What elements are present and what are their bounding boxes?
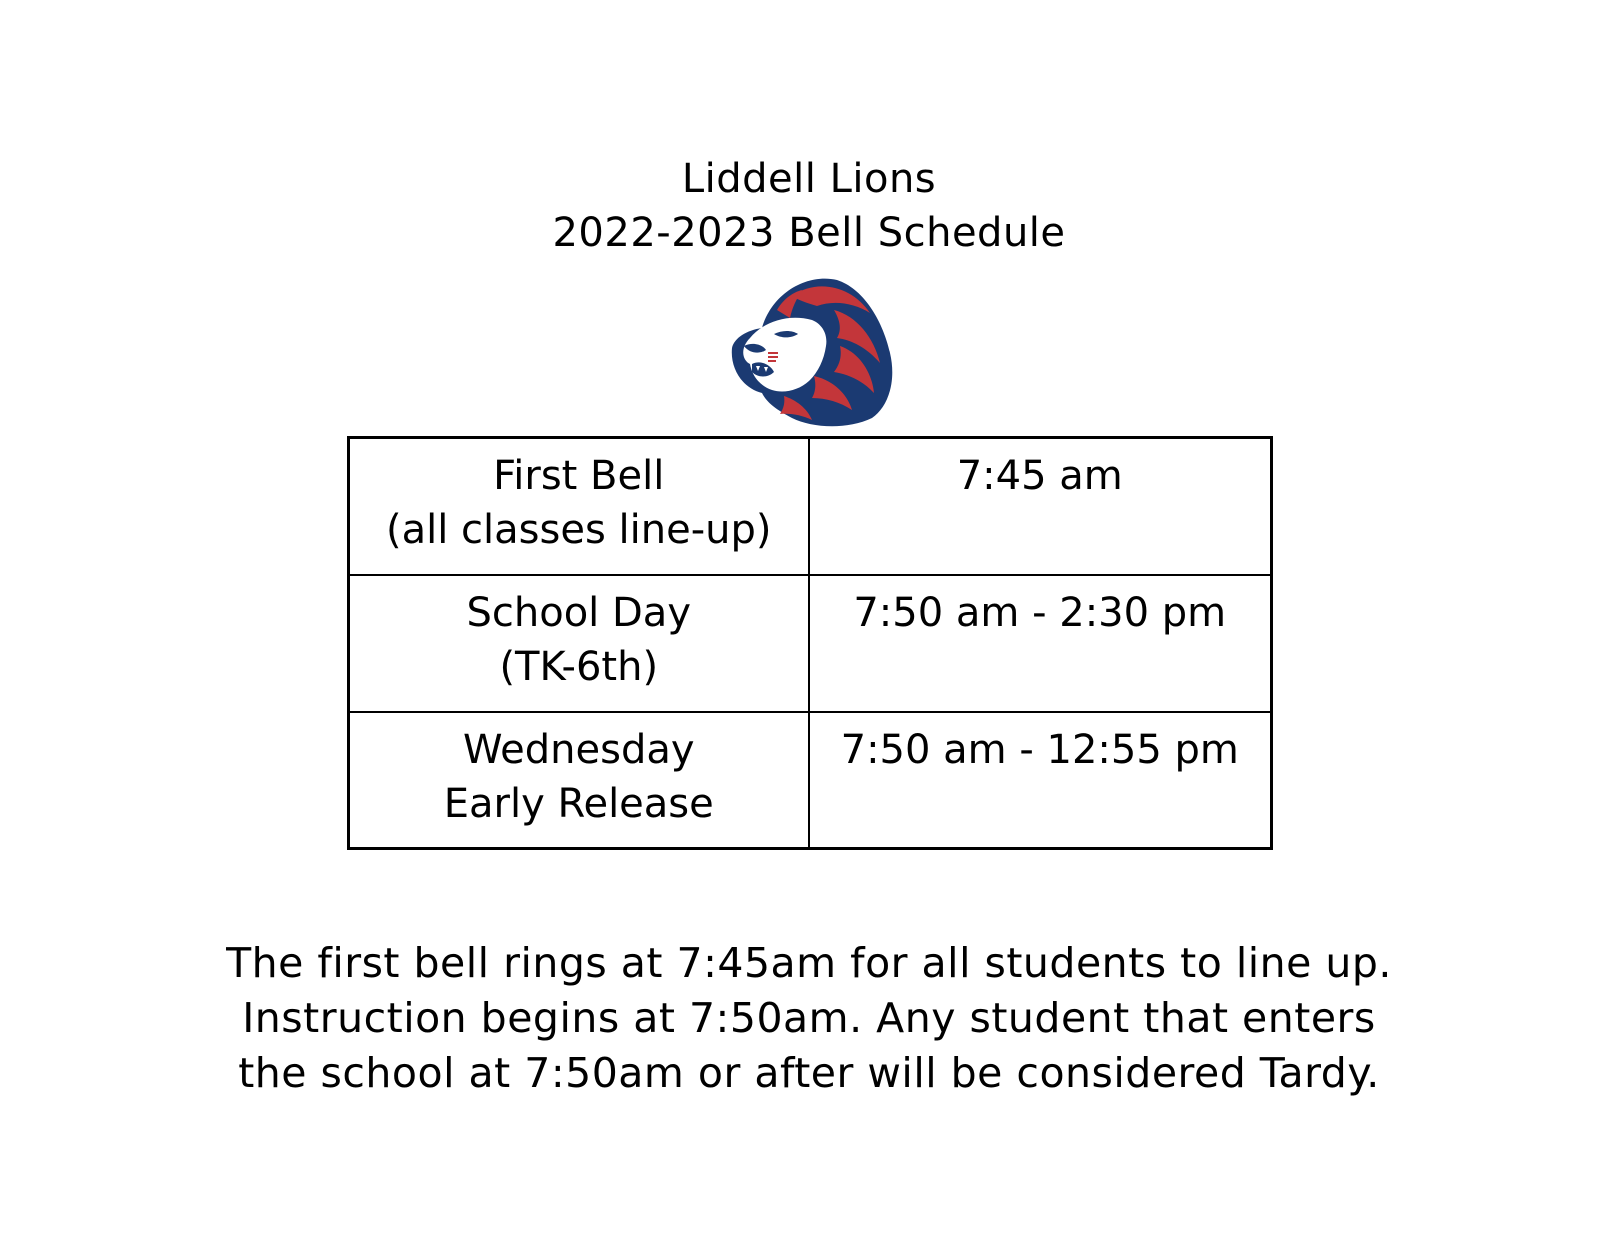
document-header (0, 152, 1618, 260)
period-label-cell (349, 712, 809, 849)
bell-schedule-table (347, 436, 1273, 850)
table-row (349, 438, 1272, 575)
lion-head-mascot-icon (722, 268, 902, 428)
period-time-cell (809, 712, 1272, 849)
period-time: 7:50 am - 12:55 pm (840, 726, 1239, 773)
note-line-1: The first bell rings at 7:45am for all students to line up. (226, 939, 1392, 987)
note-line-3: the school at 7:50am or after will be considered Tardy. (238, 1049, 1380, 1097)
period-time: 7:50 am - 2:30 pm (853, 589, 1227, 636)
period-time: 7:45 am (956, 453, 1123, 499)
period-name: Wednesday (462, 726, 695, 773)
table-row (349, 712, 1272, 849)
tardy-policy-note (0, 936, 1618, 1101)
period-detail: (TK-6th) (499, 643, 659, 690)
period-detail: Early Release (443, 780, 714, 827)
period-detail: (all classes line-up) (386, 507, 772, 553)
period-name: First Bell (493, 453, 665, 499)
period-time-cell (809, 438, 1272, 575)
period-name: School Day (466, 589, 691, 636)
schedule-title: 2022-2023 Bell Schedule (552, 210, 1066, 256)
period-label-cell (349, 575, 809, 712)
lion-mascot-logo (722, 268, 902, 428)
note-line-2: Instruction begins at 7:50am. Any student that enters (242, 994, 1376, 1042)
period-time-cell (809, 575, 1272, 712)
period-label-cell (349, 438, 809, 575)
school-name: Liddell Lions (681, 156, 937, 202)
table-row (349, 575, 1272, 712)
